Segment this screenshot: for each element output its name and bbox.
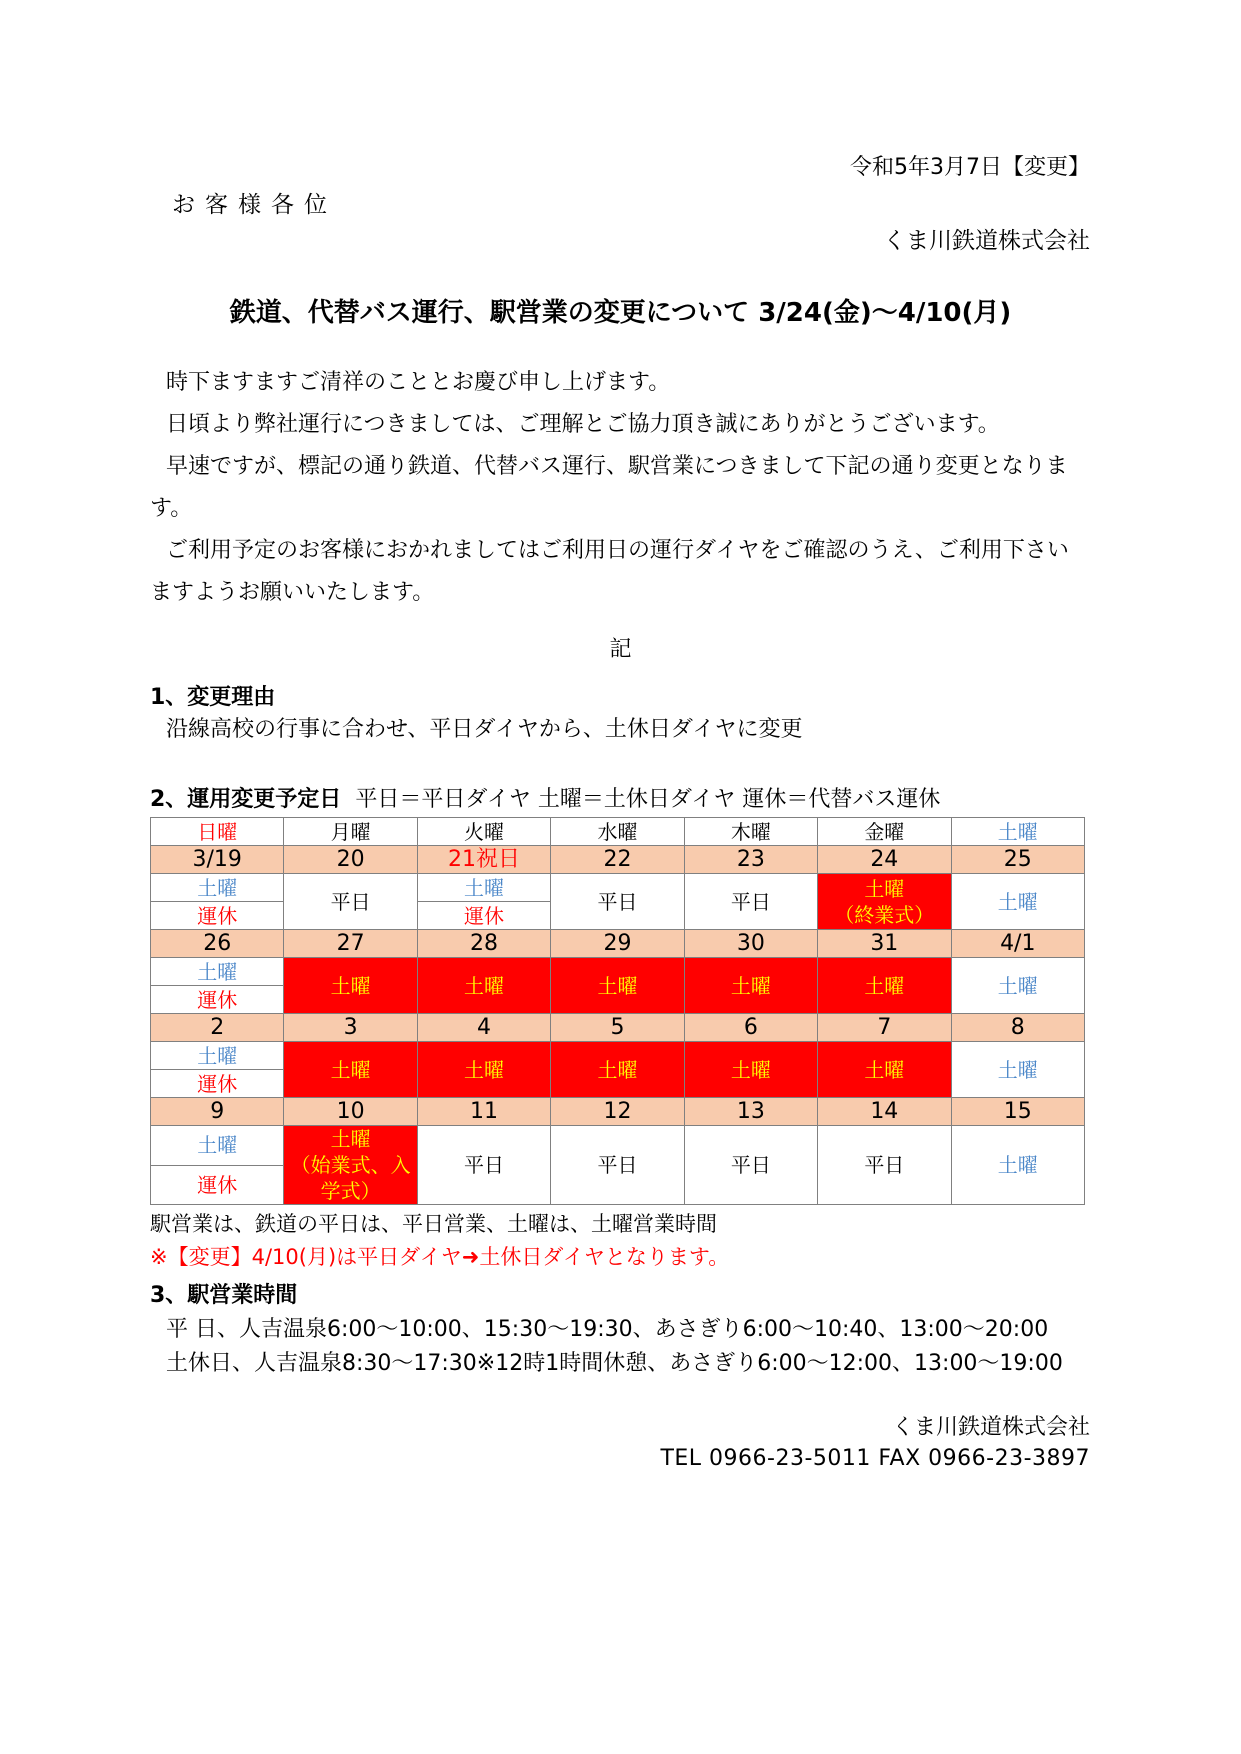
schedule-cell-changed: 土曜 bbox=[551, 1042, 684, 1098]
date-cell: 3 bbox=[284, 1014, 417, 1042]
date-row bbox=[151, 846, 1085, 874]
notice-body bbox=[150, 362, 1080, 614]
schedule-cell-label: 土曜 bbox=[330, 1127, 371, 1151]
weekday-header-cell: 月曜 bbox=[284, 818, 417, 846]
schedule-heading-label: 2、運用変更予定日 bbox=[150, 787, 342, 812]
date-cell: 13 bbox=[684, 1098, 817, 1126]
date-cell: 7 bbox=[818, 1014, 951, 1042]
body-paragraph: 日頃より弊社運行につきましては、ご理解とご協力頂き誠にありがとうございます。 bbox=[166, 412, 1000, 437]
schedule-cell-changed bbox=[284, 1126, 417, 1205]
date-cell: 20 bbox=[284, 846, 417, 874]
section-heading-schedule bbox=[150, 782, 940, 813]
station-note: 駅営業は、鉄道の平日は、平日営業、土曜は、土曜営業時間 bbox=[150, 1212, 717, 1236]
reason-text: 沿線高校の行事に合わせ、平日ダイヤから、土休日ダイヤに変更 bbox=[166, 717, 803, 742]
date-cell: 2 bbox=[151, 1014, 284, 1042]
date-cell: 5 bbox=[551, 1014, 684, 1042]
weekday-header-cell: 日曜 bbox=[151, 818, 284, 846]
weekday-header-row bbox=[151, 818, 1085, 846]
company-name-bottom: くま川鉄道株式会社 bbox=[891, 1415, 1090, 1440]
schedule-calendar bbox=[150, 817, 1085, 1205]
schedule-cell-label: 土曜 bbox=[864, 876, 905, 901]
schedule-cell: 土曜 bbox=[951, 958, 1084, 1014]
date-cell: 25 bbox=[951, 846, 1084, 874]
schedule-cell-suspended: 運休 bbox=[151, 902, 284, 930]
date-cell: 6 bbox=[684, 1014, 817, 1042]
body-paragraph: 早速ですが、標記の通り鉄道、代替バス運行、駅営業につきまして下記の通り変更となります。 bbox=[150, 454, 1068, 521]
schedule-cell-changed: 土曜 bbox=[818, 1042, 951, 1098]
schedule-cell-changed: 土曜 bbox=[417, 1042, 550, 1098]
addressee: お客様各位 bbox=[172, 192, 337, 218]
date-cell: 22 bbox=[551, 846, 684, 874]
schedule-cell-changed: 土曜 bbox=[284, 958, 417, 1014]
schedule-cell-suspended: 運休 bbox=[151, 1165, 284, 1205]
date-cell: 27 bbox=[284, 930, 417, 958]
schedule-cell-changed: 土曜 bbox=[284, 1042, 417, 1098]
weekday-header-cell: 金曜 bbox=[818, 818, 951, 846]
schedule-row-upper bbox=[151, 1042, 1085, 1070]
date-cell: 15 bbox=[951, 1098, 1084, 1126]
ki-marker: 記 bbox=[609, 637, 632, 662]
contact-numbers: TEL 0966-23-5011 FAX 0966-23-3897 bbox=[660, 1446, 1090, 1471]
date-cell: 4/1 bbox=[951, 930, 1084, 958]
schedule-cell-saturday: 土曜 bbox=[151, 874, 284, 902]
date-cell: 21祝日 bbox=[417, 846, 550, 874]
company-name-top: くま川鉄道株式会社 bbox=[883, 228, 1090, 254]
schedule-cell: 土曜 bbox=[951, 1126, 1084, 1205]
schedule-legend: 平日＝平日ダイヤ 土曜＝土休日ダイヤ 運休＝代替バス運休 bbox=[355, 787, 941, 812]
schedule-cell-event: （終業式） bbox=[834, 902, 935, 927]
date-cell: 10 bbox=[284, 1098, 417, 1126]
schedule-cell: 平日 bbox=[551, 1126, 684, 1205]
date-cell: 4 bbox=[417, 1014, 550, 1042]
section-heading-reason: 1、変更理由 bbox=[150, 685, 276, 710]
date-cell: 3/19 bbox=[151, 846, 284, 874]
date-cell: 29 bbox=[551, 930, 684, 958]
schedule-cell: 土曜 bbox=[951, 1042, 1084, 1098]
schedule-cell: 平日 bbox=[284, 874, 417, 930]
schedule-cell: 平日 bbox=[551, 874, 684, 930]
schedule-cell: 土曜 bbox=[951, 874, 1084, 930]
schedule-cell: 平日 bbox=[818, 1126, 951, 1205]
date-cell: 24 bbox=[818, 846, 951, 874]
schedule-cell-suspended: 運休 bbox=[417, 902, 550, 930]
schedule-cell-changed: 土曜 bbox=[684, 1042, 817, 1098]
schedule-cell-saturday: 土曜 bbox=[151, 958, 284, 986]
schedule-cell-suspended: 運休 bbox=[151, 1070, 284, 1098]
holiday-hours: 土休日、人吉温泉8:30～17:30※12時1時間休憩、あさぎり6:00～12:00、13:00～19:00 bbox=[166, 1351, 1063, 1376]
body-paragraph: ご利用予定のお客様におかれましてはご利用日の運行ダイヤをご確認のうえ、ご利用下さいますようお願いいたします。 bbox=[150, 538, 1069, 605]
date-row bbox=[151, 1014, 1085, 1042]
schedule-row-upper bbox=[151, 1126, 1085, 1166]
notice-title: 鉄道、代替バス運行、駅営業の変更について 3/24(金)～4/10(月) bbox=[229, 298, 1012, 328]
change-note: ※【変更】4/10(月)は平日ダイヤ➜土休日ダイヤとなります。 bbox=[150, 1245, 730, 1269]
weekday-header-cell: 水曜 bbox=[551, 818, 684, 846]
weekday-header-cell: 木曜 bbox=[684, 818, 817, 846]
date-cell: 8 bbox=[951, 1014, 1084, 1042]
date-row bbox=[151, 1098, 1085, 1126]
schedule-cell-changed: 土曜 bbox=[818, 958, 951, 1014]
date-cell: 26 bbox=[151, 930, 284, 958]
issue-date: 令和5年3月7日【変更】 bbox=[850, 155, 1090, 180]
schedule-cell-saturday: 土曜 bbox=[151, 1042, 284, 1070]
schedule-cell-saturday: 土曜 bbox=[151, 1126, 284, 1166]
schedule-cell-event: （始業式、入学式） bbox=[290, 1153, 411, 1203]
schedule-cell: 平日 bbox=[684, 1126, 817, 1205]
weekday-header-cell: 土曜 bbox=[951, 818, 1084, 846]
date-cell: 31 bbox=[818, 930, 951, 958]
date-cell: 9 bbox=[151, 1098, 284, 1126]
schedule-row-upper bbox=[151, 874, 1085, 902]
date-cell: 11 bbox=[417, 1098, 550, 1126]
schedule-cell-changed: 土曜 bbox=[551, 958, 684, 1014]
body-paragraph: 時下ますますご清祥のこととお慶び申し上げます。 bbox=[166, 370, 671, 395]
schedule-cell-changed bbox=[818, 874, 951, 930]
weekday-header-cell: 火曜 bbox=[417, 818, 550, 846]
weekday-hours: 平 日、人吉温泉6:00～10:00、15:30～19:30、あさぎり6:00～10:40、13:00～20:00 bbox=[166, 1317, 1049, 1342]
schedule-cell: 平日 bbox=[684, 874, 817, 930]
schedule-cell: 平日 bbox=[417, 1126, 550, 1205]
date-cell: 30 bbox=[684, 930, 817, 958]
date-cell: 12 bbox=[551, 1098, 684, 1126]
date-cell: 28 bbox=[417, 930, 550, 958]
date-cell: 14 bbox=[818, 1098, 951, 1126]
schedule-cell-suspended: 運休 bbox=[151, 986, 284, 1014]
schedule-cell-saturday: 土曜 bbox=[417, 874, 550, 902]
section-heading-hours: 3、駅営業時間 bbox=[150, 1283, 298, 1308]
schedule-row-upper bbox=[151, 958, 1085, 986]
date-row bbox=[151, 930, 1085, 958]
date-cell: 23 bbox=[684, 846, 817, 874]
schedule-cell-changed: 土曜 bbox=[684, 958, 817, 1014]
schedule-cell-changed: 土曜 bbox=[417, 958, 550, 1014]
